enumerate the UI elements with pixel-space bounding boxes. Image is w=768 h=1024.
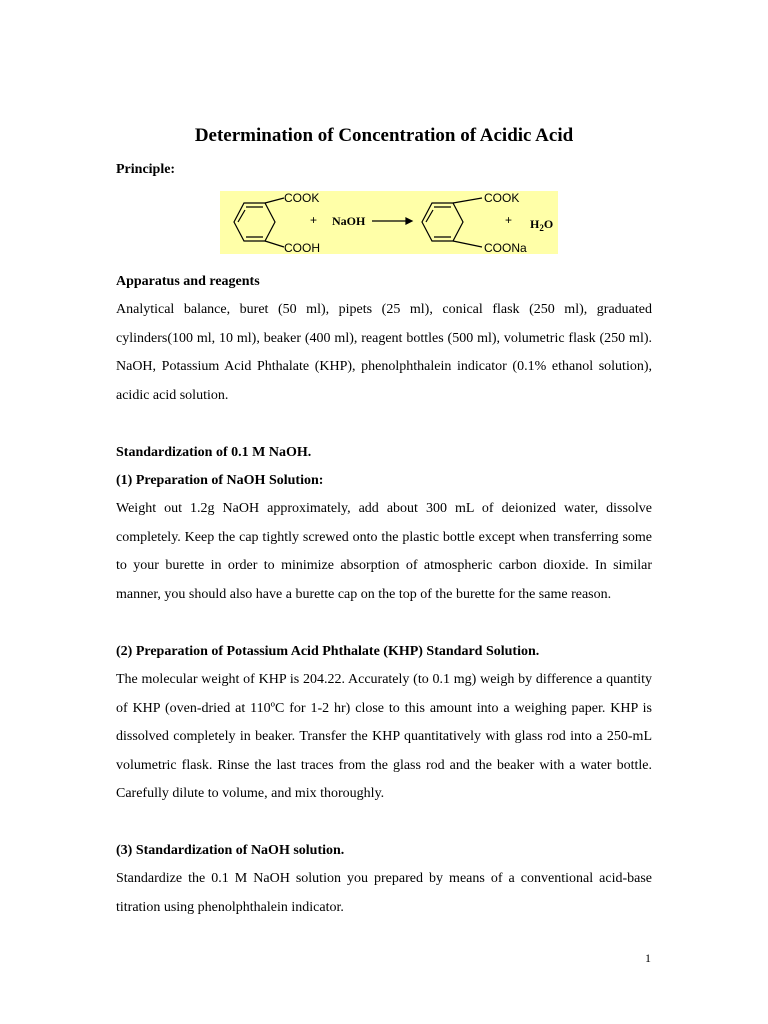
step3-text: Standardize the 0.1 M NaOH solution you prepared by means of a conventional acid-base titration using phenolphthalein indicator.: [116, 871, 652, 915]
water-subscript: 2: [539, 223, 544, 233]
reaction-equation: [220, 191, 558, 254]
page-title: Determination of Concentration of Acidic Acid: [194, 125, 574, 146]
step1-text: Weight out 1.2g NaOH approximately, add about 300 mL of deionized water, dissolve completely. Keep the cap tightly screwed onto the plastic bottle except when transferring some to your burette in order to minimize absorption of atmospheric carbon dioxide. In similar manner, you should also have a burette cap on the top of the burette for the same reason.: [116, 501, 652, 602]
standardization-heading: Standardization of 0.1 M NaOH.: [116, 445, 312, 460]
step1-heading: (1) Preparation of NaOH Solution:: [116, 473, 324, 488]
plus-sign-1: +: [310, 213, 318, 227]
product-benzene-ring: [422, 198, 482, 247]
step2-text: The molecular weight of KHP is 204.22. Accurately (to 0.1 mg) weigh by difference a quantity of KHP (oven-dried at 110ºC for 1-2 hr) close to this amount into a weighing paper. KHP is dissolved completely in beaker. Transfer the KHP quantitatively with glass rod into a 250-mL volumetric flask. Rinse the last traces from the glass rod and the beaker with a water bottle. Carefully dilute to volume, and mix thoroughly.: [116, 672, 652, 801]
apparatus-text: Analytical balance, buret (50 ml), pipets (25 ml), conical flask (250 ml), graduated cylinders(100 ml, 10 ml), beaker (400 ml), reagent bottles (500 ml), volumetric flask (250 ml). NaOH, Potassium Acid Phthalate (KHP), phenolphthalein indicator (0.1% ethanol solution), acidic acid solution.: [116, 302, 652, 403]
product-top-group: COOK: [484, 191, 520, 205]
reaction-arrow-icon: [372, 218, 412, 224]
water-h: H: [530, 217, 540, 231]
principle-heading: Principle:: [116, 162, 176, 177]
reactant-benzene-ring: [234, 198, 284, 247]
page-number: 1: [645, 951, 651, 965]
apparatus-heading: Apparatus and reagents: [116, 274, 260, 289]
reactant-bottom-group: COOH: [284, 241, 320, 254]
reaction-diagram: [220, 191, 558, 254]
step3-heading: (3) Standardization of NaOH solution.: [116, 843, 345, 858]
reactant-top-group: COOK: [284, 191, 320, 205]
reagent-naoh: NaOH: [332, 214, 366, 228]
step2-heading: (2) Preparation of Potassium Acid Phthalate (KHP) Standard Solution.: [116, 644, 540, 659]
water-molecule: [530, 217, 553, 233]
plus-sign-2: +: [505, 213, 513, 227]
water-o: O: [543, 217, 554, 231]
product-bottom-group: COONa: [484, 241, 527, 254]
